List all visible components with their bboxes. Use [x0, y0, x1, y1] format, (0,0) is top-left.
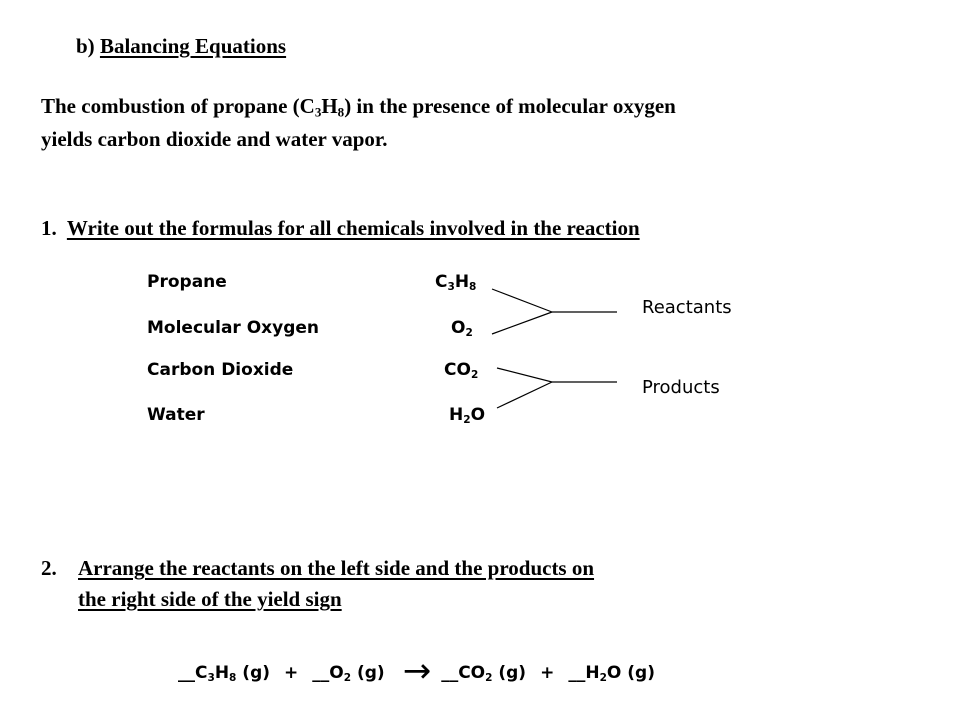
chemical-name-propane: Propane	[147, 272, 227, 292]
reactants-label: Reactants	[642, 297, 732, 318]
step-2-line-1	[41, 553, 594, 584]
formula-oxygen: $O_2$	[451, 318, 473, 339]
step-2-number: 2.	[41, 556, 57, 580]
section-title: Balancing Equations	[99, 34, 287, 58]
step-2-line-2	[41, 584, 594, 615]
reactants-bracket-upper	[492, 289, 552, 312]
formula-carbon-dioxide: $CO_2$	[444, 360, 479, 381]
formula-water: $H_2O$	[449, 405, 486, 426]
products-label: Products	[642, 377, 720, 398]
step-1-number: 1.	[41, 216, 67, 240]
step-2-text-2: the right side of the yield sign	[78, 587, 342, 611]
equation-term-propane: $\_\_C_3H_8$ (g)	[178, 663, 271, 684]
equation-term-water: $\_\_H_2O$ (g)	[568, 663, 655, 684]
step-1-text: Write out the formulas for all chemicals involved in the reaction	[66, 216, 640, 240]
intro-line-1: The combustion of propane $(C_3H_8)$ in the presence of molecular oxygen	[41, 94, 676, 120]
section-prefix: b)	[76, 34, 100, 58]
intro-line-2: yields carbon dioxide and water vapor.	[41, 127, 388, 151]
chemical-name-water: Water	[147, 405, 205, 425]
plus-sign: +	[284, 663, 299, 683]
chemical-name-oxygen: Molecular Oxygen	[147, 318, 320, 338]
yield-arrow-icon: →	[402, 651, 432, 691]
equation-term-oxygen: $\_\_O_2$ (g)	[312, 663, 385, 684]
products-bracket-lower	[497, 382, 552, 408]
plus-sign: +	[540, 663, 555, 683]
step-2-text-1: Arrange the reactants on the left side and the products on	[78, 556, 595, 580]
chemical-name-carbon-dioxide: Carbon Dioxide	[147, 360, 294, 380]
chemical-equation	[178, 647, 655, 691]
equation-term-carbon-dioxide: $\_\_CO_2$ (g)	[441, 663, 527, 684]
formula-propane: $C_3H_8$	[435, 272, 477, 293]
products-bracket-upper	[497, 368, 552, 382]
step-2-heading	[41, 553, 594, 615]
reactants-bracket-lower	[492, 312, 552, 334]
